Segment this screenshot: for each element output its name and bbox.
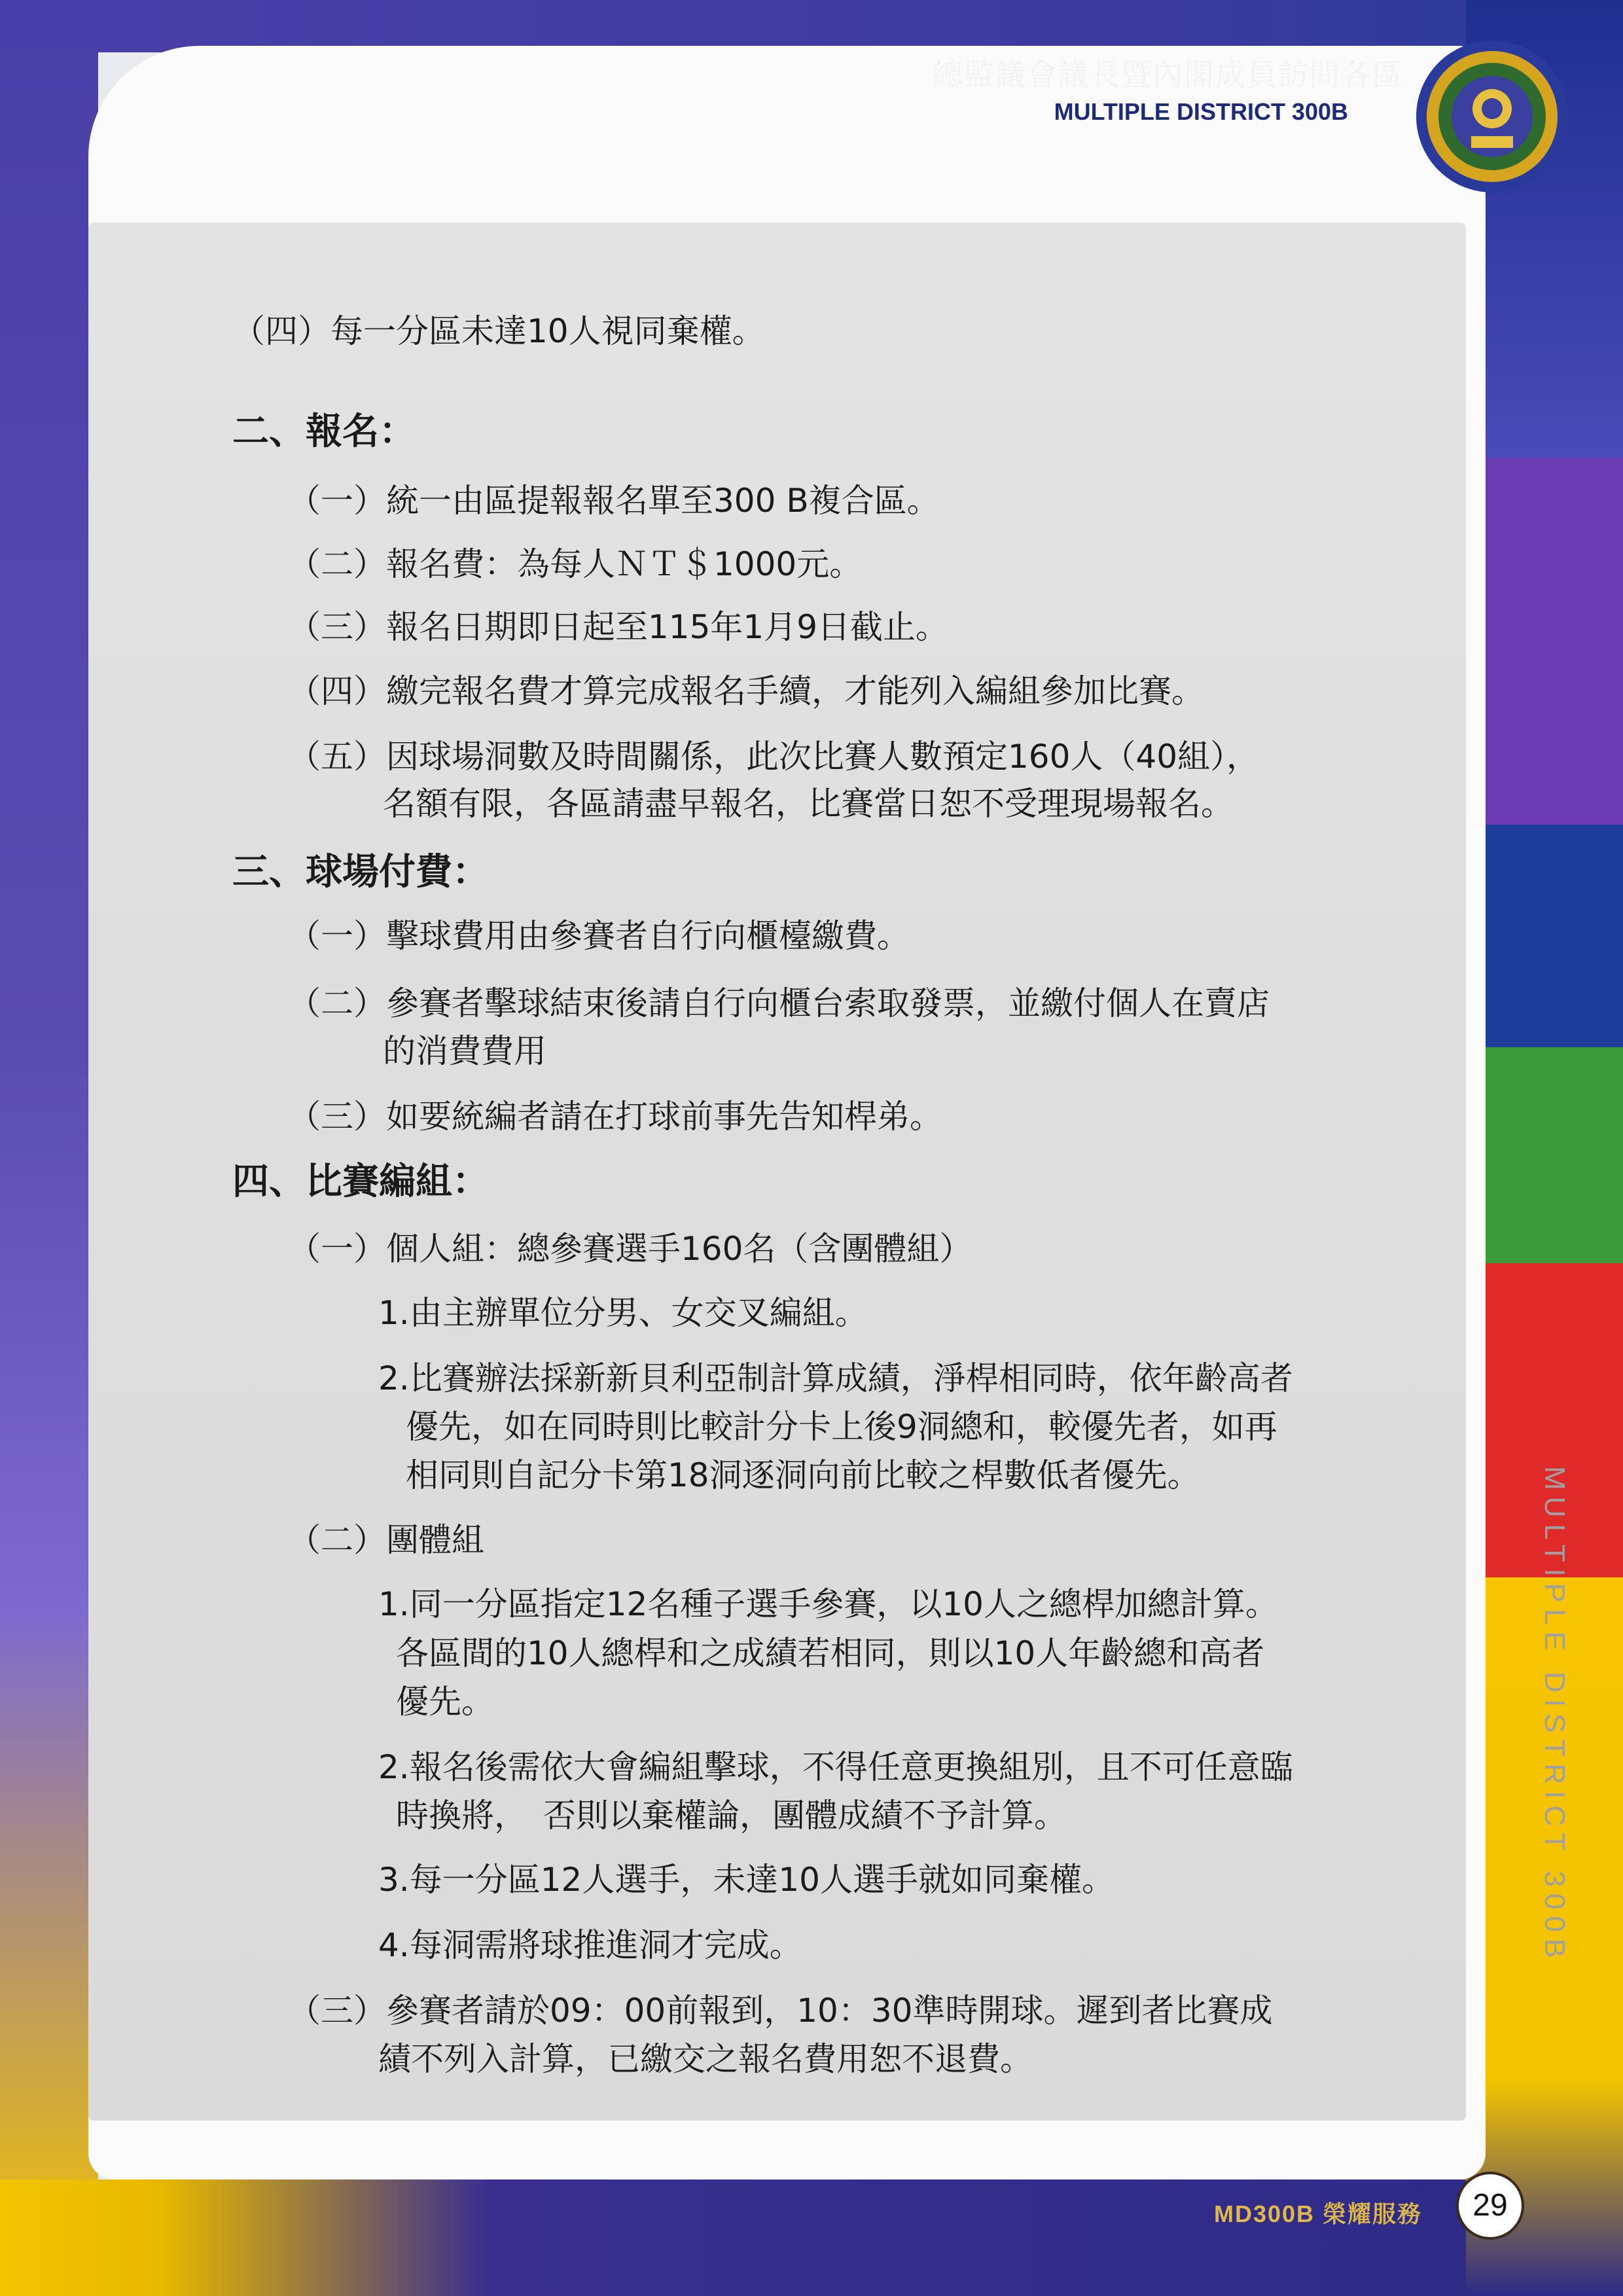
fee-item: （二）參賽者擊球結束後請自行向櫃台索取發票，並繳付個人在賣店 (288, 984, 1270, 1022)
team-rule: 4.每洞需將球推進洞才完成。 (378, 1926, 802, 1964)
registration-item-continued: 名額有限，各區請盡早報名，比賽當日恕不受理現場報名。 (383, 785, 1234, 823)
team-rule-continued: 各區間的10人總桿和之成績若相同，則以10人年齡總和高者 (396, 1634, 1265, 1672)
right-band-dark-blue (1466, 825, 1623, 1047)
registration-item: （二）報名費：為每人ＮＴ＄1000元。 (288, 545, 863, 583)
individual-rule-continued: 優先，如在同時則比較計分卡上後9洞總和，較優先者，如再 (406, 1408, 1277, 1446)
registration-item: （三）報名日期即日起至115年1月9日截止。 (288, 608, 949, 646)
right-band-green (1466, 1047, 1623, 1263)
section-heading-registration: 二、報名： (232, 410, 416, 453)
left-stripe (0, 0, 98, 2296)
section-heading-course-fees: 三、球場付費： (232, 851, 489, 893)
fee-item: （三）如要統編者請在打球前事先告知桿弟。 (288, 1098, 942, 1136)
team-rule: 2.報名後需依大會編組擊球，不得任意更換組別，且不可任意臨 (378, 1748, 1293, 1786)
footer-label: MD300B 榮耀服務 (1214, 2200, 1423, 2227)
fee-item: （一）擊球費用由參賽者自行向櫃檯繳費。 (288, 917, 910, 955)
rule-item-4: （四）每一分區未達10人視同棄權。 (232, 312, 765, 350)
checkin-item-continued: 績不列入計算，已繳交之報名費用恕不退費。 (378, 2040, 1033, 2078)
individual-group-heading: （一）個人組：總參賽選手160名（含團體組） (288, 1230, 972, 1268)
individual-rule: 1.由主辦單位分男、女交叉編組。 (378, 1294, 868, 1332)
header-title: 總監議會議長暨內閣成員訪問各區 (933, 57, 1404, 92)
side-vertical-text: MULTIPLE DISTRICT 300B (1539, 1466, 1571, 1965)
team-rule-continued: 時換將， 否則以棄權論，團體成績不予計算。 (396, 1797, 1067, 1835)
individual-rule: 2.比賽辦法採新新貝利亞制計算成績，淨桿相同時，依年齡高者 (378, 1359, 1293, 1397)
header-subtitle: MULTIPLE DISTRICT 300B (1054, 98, 1348, 125)
right-band-purple (1466, 458, 1623, 825)
top-stripe (0, 0, 1623, 52)
registration-item: （一）統一由區提報報名單至300 B複合區。 (288, 482, 940, 520)
registration-item: （五）因球場洞數及時間關係，此次比賽人數預定160人（40組）， (288, 738, 1260, 776)
individual-rule-continued: 相同則自記分卡第18洞逐洞向前比較之桿數低者優先。 (406, 1456, 1200, 1494)
team-group-heading: （二）團體組 (288, 1521, 484, 1559)
team-rule-continued: 優先。 (396, 1683, 494, 1721)
registration-item: （四）繳完報名費才算完成報名手續，才能列入編組參加比賽。 (288, 672, 1204, 710)
checkin-item: （三）參賽者請於09：00前報到，10：30準時開球。遲到者比賽成 (288, 1992, 1273, 2030)
team-rule: 1.同一分區指定12名種子選手參賽，以10人之總桿加總計算。 (378, 1585, 1278, 1623)
section-heading-grouping: 四、比賽編組： (232, 1160, 489, 1203)
team-rule: 3.每一分區12人選手，未達10人選手就如同棄權。 (378, 1861, 1115, 1899)
fee-item-continued: 的消費費用 (383, 1032, 546, 1070)
lions-club-emblem-icon (1414, 38, 1571, 195)
page-number: 29 (1456, 2172, 1524, 2240)
